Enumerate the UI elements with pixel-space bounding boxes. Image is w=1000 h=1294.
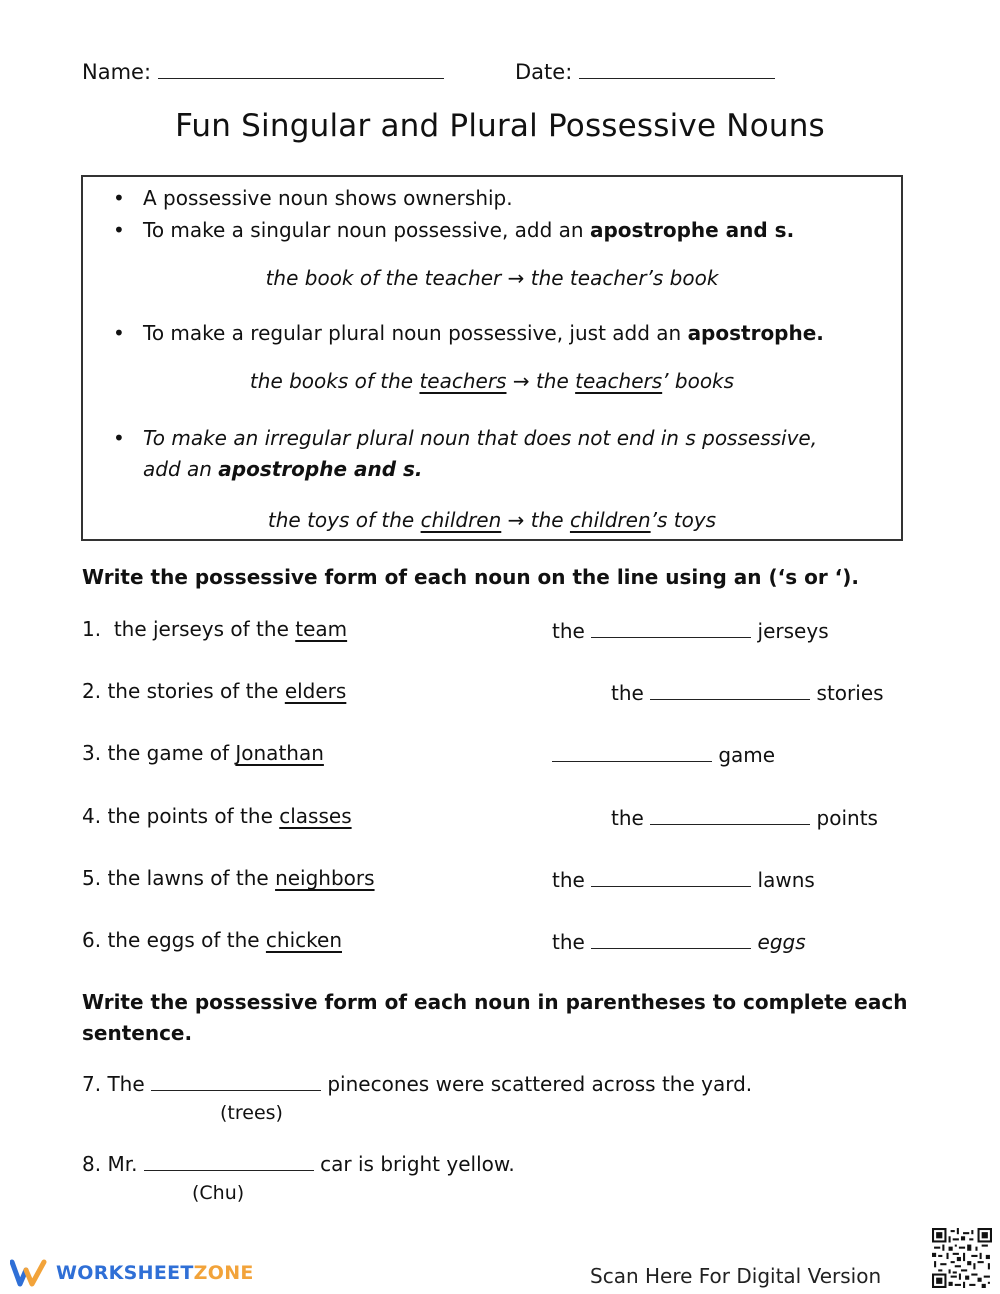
- date-blank[interactable]: [579, 58, 775, 79]
- rule-3: To make a regular plural noun possessive, just add an apostrophe.: [143, 321, 824, 345]
- answer-5[interactable]: the lawns: [552, 868, 815, 892]
- answer-4[interactable]: the points: [611, 806, 878, 830]
- question-6: 6. the eggs of the chicken: [82, 928, 342, 952]
- name-blank[interactable]: [158, 58, 444, 79]
- question-3: 3. the game of Jonathan: [82, 741, 324, 765]
- answer-1[interactable]: the jerseys: [552, 619, 829, 643]
- worksheet-zone-logo-text: WORKSHEETZONE: [56, 1262, 254, 1284]
- answer-6[interactable]: the eggs: [552, 930, 806, 954]
- name-field[interactable]: [82, 58, 444, 84]
- sentence-8-hint: (Chu): [192, 1182, 245, 1204]
- qr-code-icon[interactable]: [932, 1228, 992, 1288]
- date-field[interactable]: [515, 58, 775, 84]
- bullet-icon: •: [113, 426, 125, 450]
- rule-2: To make a singular noun possessive, add an apostrophe and s.: [143, 218, 795, 242]
- example-2: the books of the teachers → the teachers’ books: [249, 369, 735, 393]
- bullet-icon: •: [113, 186, 125, 210]
- rule-1: A possessive noun shows ownership.: [143, 186, 513, 210]
- answer-3[interactable]: game: [552, 741, 775, 767]
- sentence-7[interactable]: 7. The pinecones were scattered across the yard.: [82, 1072, 753, 1096]
- sentence-8[interactable]: 8. Mr. car is bright yellow.: [82, 1152, 515, 1176]
- worksheet-zone-logo: [10, 1258, 254, 1288]
- question-4: 4. the points of the classes: [82, 804, 352, 828]
- answer-5-blank[interactable]: [591, 866, 751, 887]
- answer-1-blank[interactable]: [591, 617, 751, 638]
- sentence-8-blank[interactable]: [144, 1150, 314, 1171]
- rules-box: [81, 175, 903, 541]
- example-1: the book of the teacher → the teacher’s book: [265, 266, 719, 290]
- sentence-7-hint: (trees): [220, 1102, 283, 1124]
- scan-caption: Scan Here For Digital Version: [590, 1264, 882, 1288]
- section-1-instruction: Write the possessive form of each noun on the line using an (‘s or ‘).: [82, 565, 860, 589]
- question-5: 5. the lawns of the neighbors: [82, 866, 375, 890]
- worksheet-zone-logo-icon: [10, 1258, 50, 1288]
- rule-4-line-1: To make an irregular plural noun that does not end in s possessive,: [143, 426, 818, 450]
- question-1: 1. the jerseys of the team: [82, 617, 348, 641]
- rule-4-line-2: add an apostrophe and s.: [143, 457, 423, 481]
- bullet-icon: •: [113, 321, 125, 345]
- bullet-icon: •: [113, 218, 125, 242]
- answer-2-blank[interactable]: [650, 679, 810, 700]
- example-3: the toys of the children → the children’s toys: [267, 508, 717, 532]
- page-title: Fun Singular and Plural Possessive Nouns: [175, 108, 825, 144]
- date-label: Date:: [515, 60, 573, 84]
- answer-6-blank[interactable]: [591, 928, 751, 949]
- answer-3-blank[interactable]: [552, 741, 712, 762]
- answer-2[interactable]: the stories: [611, 681, 884, 705]
- question-2: 2. the stories of the elders: [82, 679, 347, 703]
- answer-4-blank[interactable]: [650, 804, 810, 825]
- section-2-instruction-line-2: sentence.: [82, 1021, 193, 1045]
- section-2-instruction-line-1: Write the possessive form of each noun in parentheses to complete each: [82, 990, 908, 1014]
- sentence-7-blank[interactable]: [151, 1070, 321, 1091]
- name-label: Name:: [82, 60, 152, 84]
